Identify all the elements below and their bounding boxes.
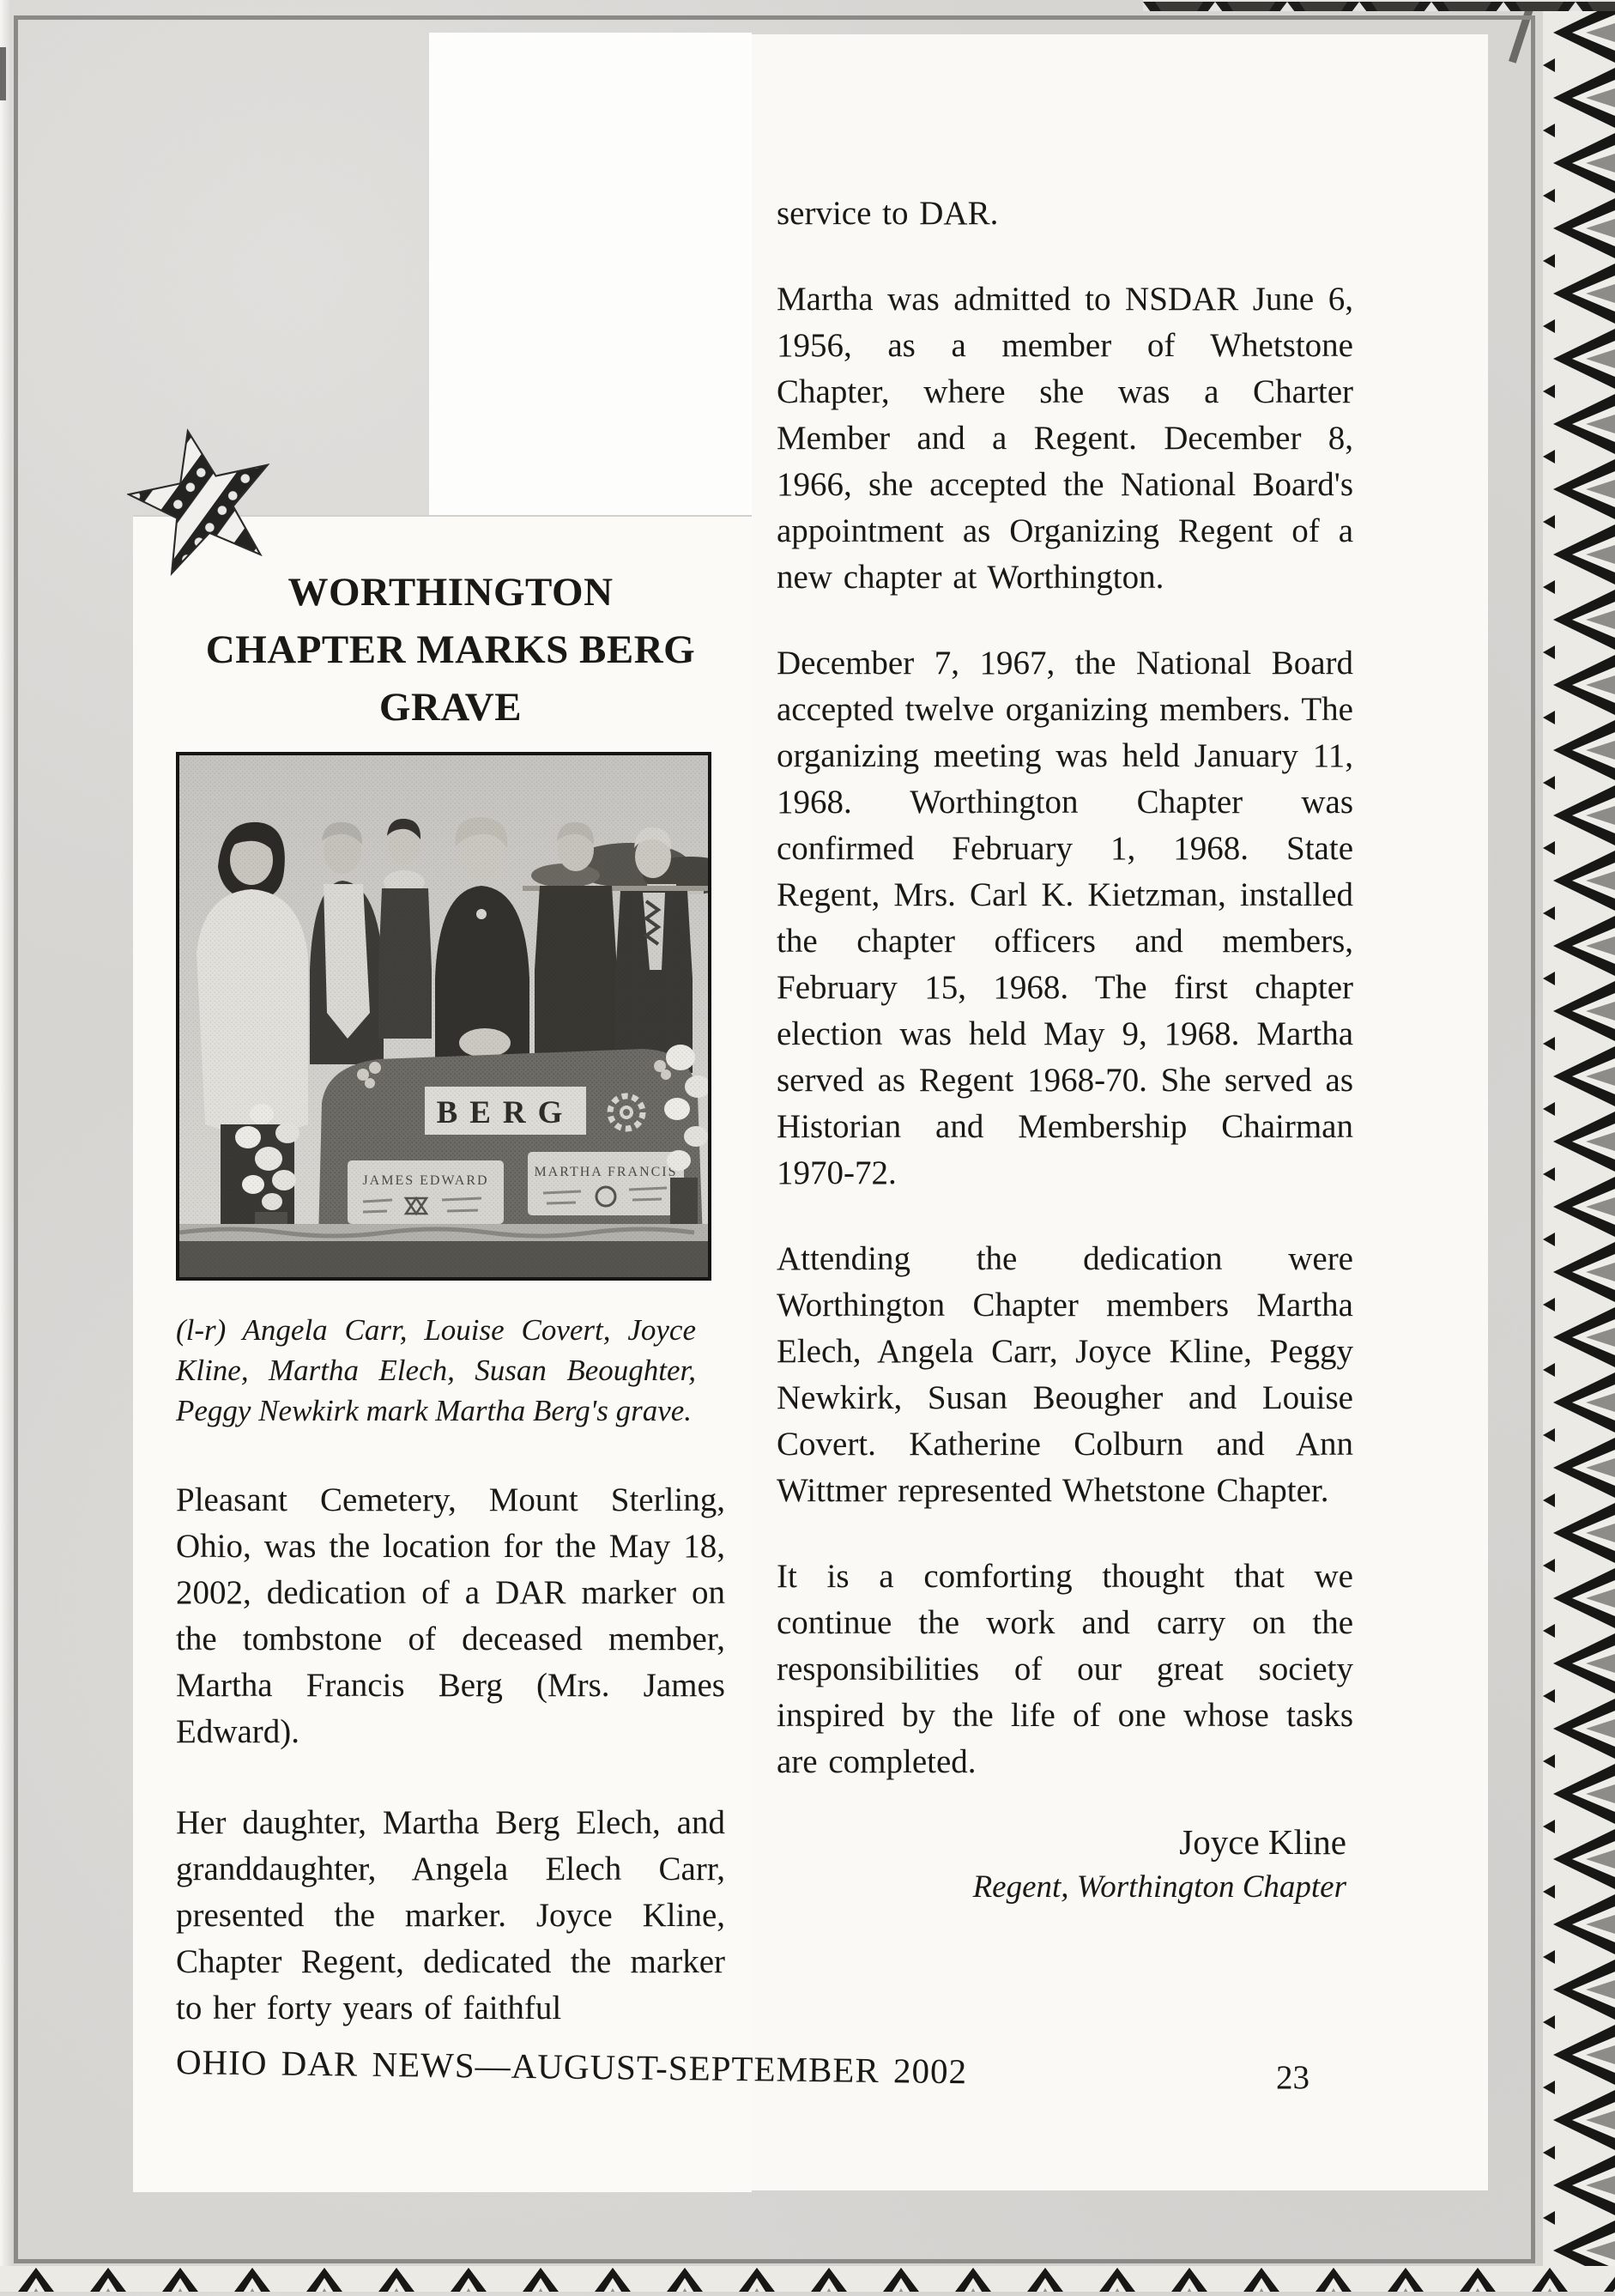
body-paragraph: December 7, 1967, the National Board accepted twelve organizing members. The organizing meeting was held January 11, 1968. Worthington Chapter was confirmed February 1, 1968. State Regent, Mrs. Carl K. Kietzman, installed the chapter officers and members, February 15, 1968. The first chapter election was held May 9, 1968. Martha served as Regent 1968-70. She served as Historian and Membership Chairman 1970-72. (777, 645, 1353, 1191)
signature-block (777, 1818, 1353, 1909)
nested-triangle-border-icon (1543, 0, 1615, 2292)
left-column (176, 554, 725, 2032)
white-sheet-top (429, 33, 752, 518)
right-column (777, 191, 1353, 1909)
signature-name: Joyce Kline (1179, 1822, 1346, 1862)
footer-masthead: OHIO DAR NEWS—AUGUST-SEPTEMBER 2002 (175, 2042, 968, 2092)
scan-artifact (0, 47, 6, 100)
signature-title: Regent, Worthington Chapter (972, 1869, 1346, 1905)
body-paragraph: Her daughter, Martha Berg Elech, and granddaughter, Angela Elech Carr, presented the marker. Joyce Kline, Chapter Regent, dedicated the marker to her forty years of faithful (176, 1804, 725, 2026)
grave-dedication-photo (176, 752, 711, 1281)
article-title-line: WORTHINGTON (287, 570, 614, 615)
nested-triangle-border-icon (1143, 0, 1615, 11)
left-column-text (176, 1477, 725, 2032)
page-number: 23 (1276, 2059, 1310, 2096)
article-title-line: CHAPTER MARKS BERG (205, 627, 696, 672)
scan-edge-sliver (0, 0, 12, 2292)
article-title-line: GRAVE (378, 685, 523, 730)
article-title (176, 564, 725, 736)
body-paragraph: It is a comforting thought that we continue the work and carry on the responsibilities of our great society inspired by the life of one whose tasks are completed. (777, 1558, 1353, 1780)
body-paragraph: Pleasant Cemetery, Mount Sterling, Ohio, was the location for the May 18, 2002, dedication of a DAR marker on the tombstone of deceased member, Martha Francis Berg (Mrs. James Edward). (176, 1481, 725, 1750)
body-paragraph: Martha was admitted to NSDAR June 6, 1956, as a member of Whetstone Chapter, where she was a Charter Member and a Regent. December 8, 1966, she accepted the National Board's appointment as Organizing Regent of a new chapter at Worthington. (777, 281, 1353, 596)
right-column-text (777, 191, 1353, 1785)
body-paragraph: service to DAR. (777, 195, 999, 232)
body-paragraph: Attending the dedication were Worthington Chapter members Martha Elech, Angela Carr, Joyce Kline, Peggy Newkirk, Susan Beougher and Louise Covert. Katherine Colburn and Ann Wittmer represented Whetstone Chapter. (777, 1240, 1353, 1509)
nested-triangle-border-icon (0, 2266, 1615, 2292)
photo-caption: (l-r) Angela Carr, Louise Covert, Joyce Kline, Martha Elech, Susan Beoughter, Peggy Newkirk mark Martha Berg's grave. (176, 1313, 696, 1427)
